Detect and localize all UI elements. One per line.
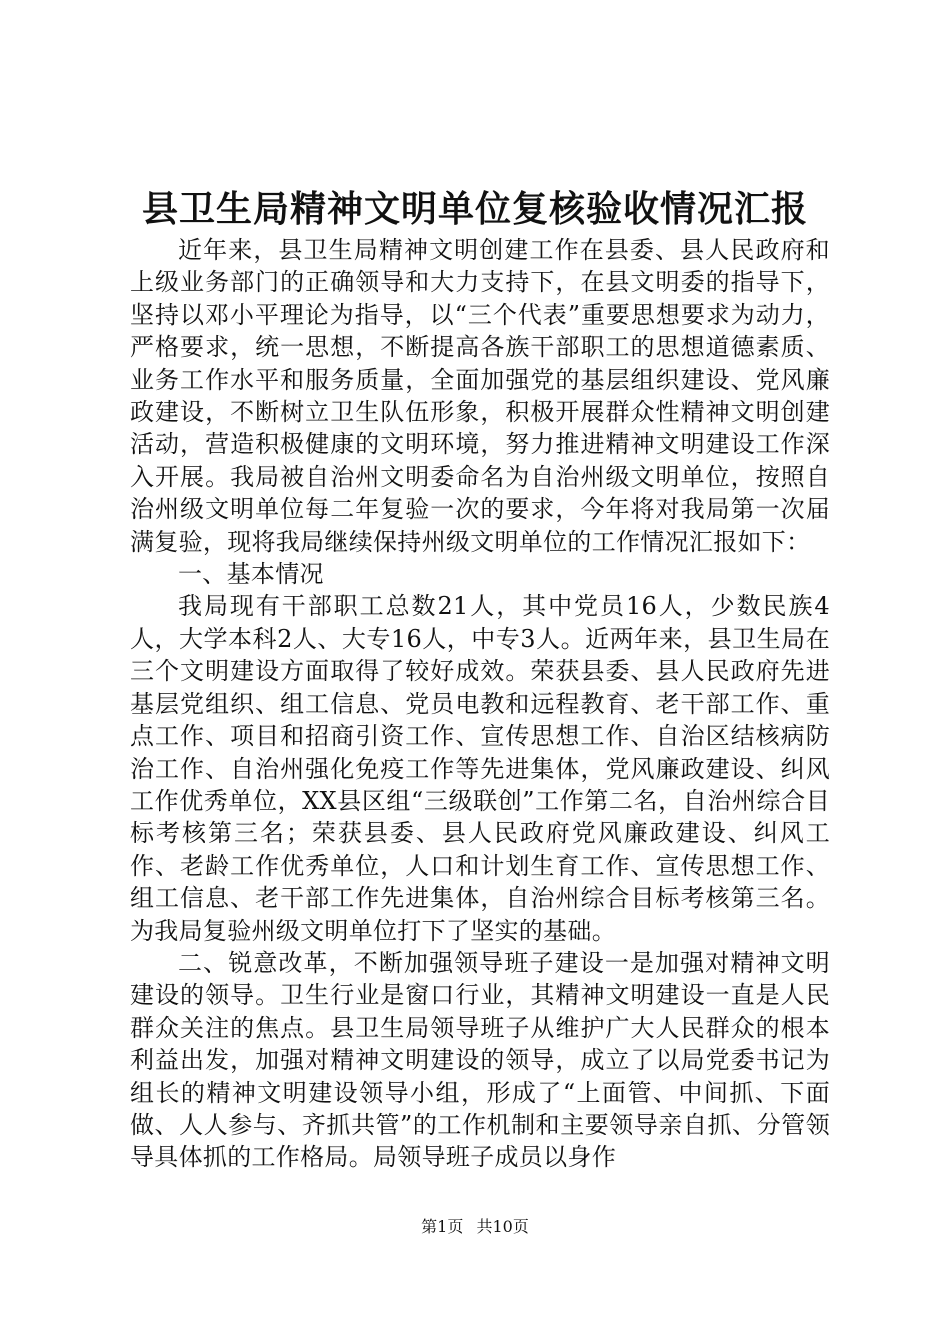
section-heading-basic-info: 一、基本情况 — [178, 560, 324, 589]
paragraph-basic-info: 我局现有干部职工总数21人，其中党员16人，少数民族4人，大学本科2人、大专16人，中专3人。近两年来，县卫生局在三个文明建设方面取得了较好成效。荣获县委、县人民政府先进基层党组织、组工信息、党员电教和远程教育、老干部工作、重点工作、项目和招商引资工作、宣传思想工作、自治区结核病防治工作、自治州强化免疫工作等先进集体，党风廉政建设、纠风工作优秀单位，XX县区组“三级联创”工作第二名，自治州综合目标考核第三名；荣获县委、县人民政府党风廉政建设、纠风工作、老龄工作优秀单位，人口和计划生育工作、宣传思想工作、组工信息、老干部工作先进集体，自治州综合目标考核第三名。为我局复验州级文明单位打下了坚实的基础。 — [130, 592, 830, 945]
paragraph-leadership: 二、锐意改革，不断加强领导班子建设一是加强对精神文明建设的领导。卫生行业是窗口行业，其精神文明建设一直是人民群众关注的焦点。县卫生局领导班子从维护广大人民群众的根本利益出发，加强对精神文明建设的领导，成立了以局党委书记为组长的精神文明建设领导小组，形成了“上面管、中间抓、下面做、人人参与、齐抓共管”的工作机制和主要领导亲自抓、分管领导具体抓的工作格局。局领导班子成员以身作 — [130, 948, 830, 1172]
document-body — [130, 234, 830, 1174]
page-total: 共10页 — [476, 1217, 529, 1236]
document-title: 县卫生局精神文明单位复核验收情况汇报 — [141, 188, 808, 230]
page-number: 第1页 — [421, 1217, 464, 1236]
paragraph-intro: 近年来，县卫生局精神文明创建工作在县委、县人民政府和上级业务部门的正确领导和大力支持下，在县文明委的指导下，坚持以邓小平理论为指导，以“三个代表”重要思想要求为动力，严格要求，统一思想，不断提高各族干部职工的思想道德素质、业务工作水平和服务质量，全面加强党的基层组织建设、党风廉政建设，不断树立卫生队伍形象，积极开展群众性精神文明创建活动，营造积极健康的文明环境，努力推进精神文明建设工作深入开展。我局被自治州文明委命名为自治州级文明单位，按照自治州级文明单位每二年复验一次的要求，今年将对我局第一次届满复验，现将我局继续保持州级文明单位的工作情况汇报如下： — [130, 236, 830, 556]
page-footer — [0, 1216, 950, 1238]
